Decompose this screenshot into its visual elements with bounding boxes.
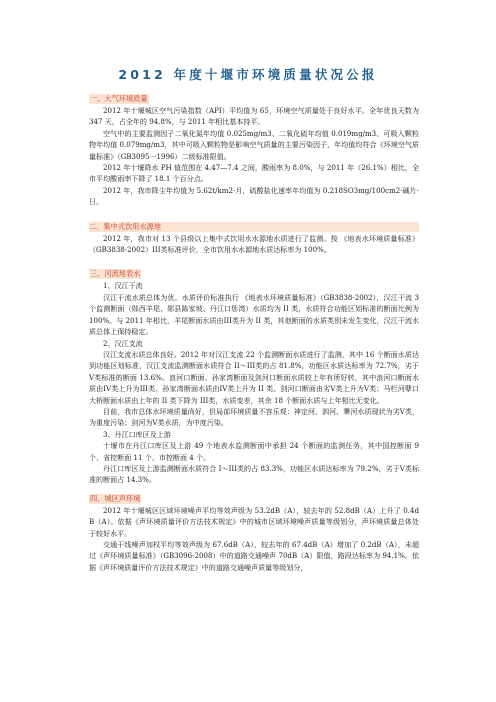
- section-heading-drinking-water: 二、集中式饮用水源地: [89, 222, 419, 232]
- section-heading-noise: 四、城区声环境: [90, 493, 141, 503]
- paragraph: 空气中的主要监测因子二氧化氮年均值 0.025mg/m3、二氧化硫年均值 0.019mg/m3、可吸入颗粒物年均值 0.079mg/m3，其中可吸入颗粒物是影响空气质量的主要污染因子，年均值均符合《环境空气质量标准》（GB3095一1996）二级标准限值。: [89, 128, 419, 161]
- paragraph: 2012 年，我市降尘年均值为 5.62t/km2·月，硫酸盐化速率年均值为 0.218SO3mg/100cm2·碱片·日。: [89, 185, 419, 207]
- subheading: 3、丹江口库区及上游: [103, 429, 171, 439]
- paragraph: 汉江干流水质总体为优。水质评价标准执行 《地表水环境质量标准》（GB3838-2002），汉江干流 3 个监测断面（郧西羊尾、郧县陈家坡、丹江口惩湾）水质均为 II 类，水质符合功能区划标准的断面比例为 100%。与 2011 年相比，羊尾断面水质由III类升为 II 类，其他断面的水质类别未发生变化，汉江干流水质总体上保持稳定。: [89, 292, 419, 337]
- subheading: 1、汉江干流: [103, 281, 143, 291]
- paragraph: 2012 年，我市对 13 个县级以上集中式饮用水水源地水质进行了监测。按 《地表水环境质量标准》（GB3838-2002）III类标准评价，全市饮用水水源地水质达标率为 100%。: [89, 233, 419, 255]
- section-heading-air: 一、大气环境质量: [90, 94, 148, 103]
- paragraph: 2012 年十堰降水 PH 值范围在 4.47—7.4 之间，酸雨率为 8.0%，与 2011 年（26.1%）相比，全市平均酸雨率下降了 18.1 个百分点。: [89, 163, 419, 184]
- paragraph: 丹江口库区及上游监测断面水质符合 I～III类的占 83.3%，功能区水质达标率为 79.2%，劣于V类标准的断面占 14.3%。: [89, 463, 419, 485]
- paragraph: 2012 年十堰城区空气污染指数（API）平均值为 65，环境空气质量处于良好水平。全年优良天数为 347 天，占全年的 94.8%，与 2011 年相比基本持平。: [89, 106, 419, 127]
- subheading: 2、汉江支流: [103, 338, 143, 348]
- paragraph: 目前，我市总体水环境质量尚好，但局部环境质量不容乐观：神定河、泗河、犟河水质现状为劣V类，为重度污染；剑河为V类水质，为中度污染。: [89, 406, 419, 428]
- page-title: 2012 年度十堰市环境质量状况公报: [118, 67, 378, 82]
- section-heading-river: 三、河流地表水: [90, 269, 141, 279]
- paragraph: 交通干线噪声加权平均等效声级为 67.6dB（A），较去年的 67.4dB（A）增加了 0.2dB（A），未超过《声环境质量标准》（GB3096-2008）中的道路交通噪声 70dB（A）限值，路段达标率为 94.1%。依据《声环境质量评价方法技术规定》中的道路交通噪声质量等级划分，: [89, 540, 419, 572]
- paragraph: 汉江支流水质总体良好。2012 年对汉江支流 22 个监测断面水质进行了监测，其中 16 个断面水质达到功能区划标准，汉江支流监测断面水质符合 II～III类的占 81.8%，功能区水质达标率为 72.7%，劣于V类标准的断面 13.6%。浪河口断面、孙家湾断面及剑河口断面水质较上年有所好转，其中浪河口断面水质由IV类上升为III类、孙家湾断面水质由IV类上升为 II 类、剑河口断面由劣V类上升为V类；马栏河孽口大桥断面水质由上年的 II 类下降为 III类，水质变差，其余 18 个断面水质与上年相比无变化。: [89, 349, 419, 405]
- paragraph: 十堰市在丹江口库区及上游 49 个地表水监测断面中承担 24 个断面的监测任务，其中国控断面 9 个、省控断面 11 个、市控断面 4 个。: [89, 441, 419, 462]
- paragraph: 2012 年十堰城区区域环境噪声平均等效声级为 53.2dB（A），较去年的 52.8dB（A）上升了 0.4dB（A）。依据《声环境质量评价方法技术规定》中的城市区域环境噪声质量等级划分，声环境质量总体处于较好水平。: [89, 505, 419, 538]
- document-body: [89, 86, 419, 573]
